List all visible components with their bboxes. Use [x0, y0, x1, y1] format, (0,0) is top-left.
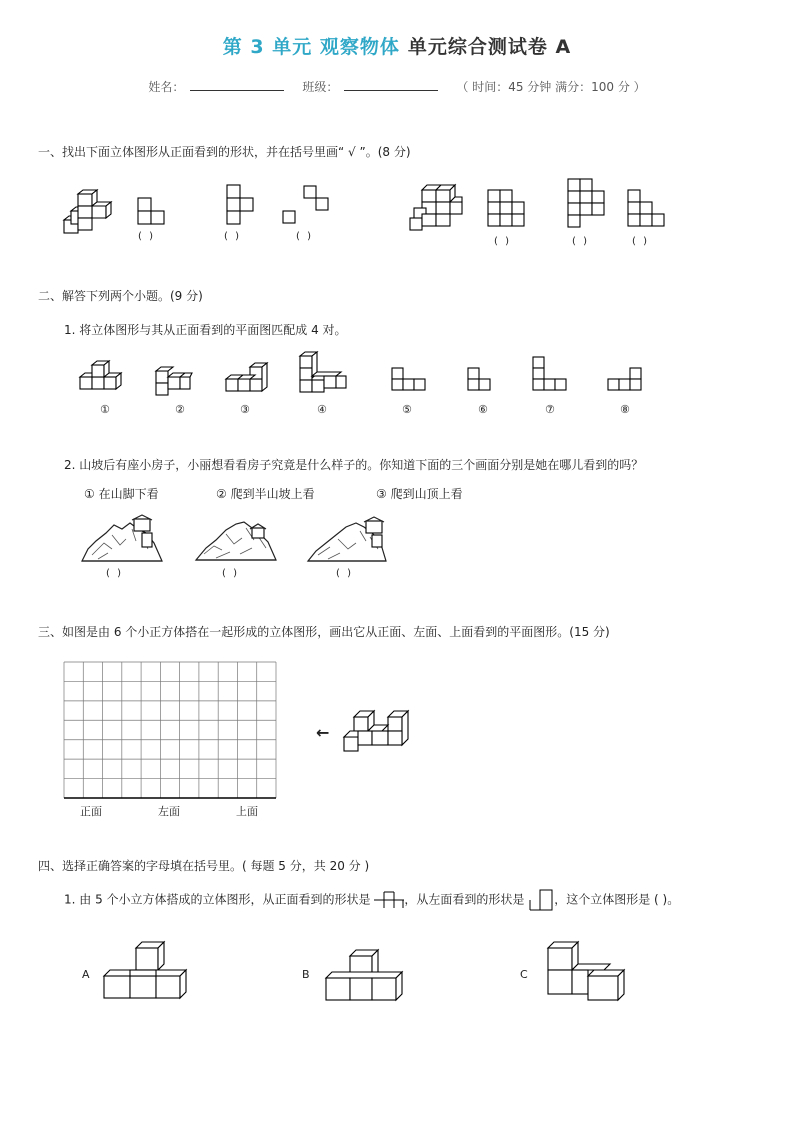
section1-heading: 一、找出下面立体图形从正面看到的形状，并在括号里画“ √ ”。(8 分): [38, 145, 411, 159]
s1-blank-2[interactable]: ( ): [224, 231, 241, 242]
s4-front-view-icon: [374, 892, 404, 908]
name-field[interactable]: [190, 80, 284, 91]
class-field[interactable]: [344, 80, 438, 91]
s1-view-b3: [628, 190, 668, 230]
s2-solid-4: [300, 352, 350, 398]
s4-option-b-solid[interactable]: [326, 950, 408, 1004]
s1-blank-5[interactable]: ( ): [572, 236, 589, 247]
s2-label-4: ④: [317, 403, 327, 416]
s1-view-b1: [488, 190, 528, 230]
s2-option-1: ① 在山脚下看: [84, 487, 159, 501]
s2-label-7: ⑦: [545, 403, 555, 416]
s1-blank-6[interactable]: ( ): [632, 236, 649, 247]
s1-view-a3: [283, 186, 333, 226]
title-test: 单元综合测试卷 A: [407, 36, 572, 58]
s4-q1-text-c: ，这个立体图形是 ( )。: [554, 892, 680, 907]
s2-q2-blank-3[interactable]: ( ): [336, 568, 353, 579]
s2-view-8: [608, 368, 648, 396]
s2-option-2: ② 爬到半山坡上看: [216, 487, 315, 501]
s3-label-left: 左面: [158, 805, 180, 818]
s4-option-a-label[interactable]: A: [82, 968, 90, 981]
s2-view-5: [392, 368, 432, 396]
s2-mountain-1: [82, 515, 166, 565]
s2-view-7: [533, 357, 573, 397]
s4-left-view-icon: [528, 890, 554, 910]
s1-view-a2: [227, 185, 257, 227]
section2-heading: 二、解答下列两个小题。(9 分): [38, 289, 203, 303]
s2-solid-1: [80, 357, 130, 397]
class-label: 班级：: [302, 80, 339, 94]
s1-solid-b: [410, 184, 466, 240]
s2-label-3: ③: [240, 403, 250, 416]
s1-solid-a: [64, 190, 114, 240]
s3-drawing-grid[interactable]: [64, 662, 280, 802]
s2-mountain-3: [308, 517, 388, 565]
section2-q1: 1. 将立体图形与其从正面看到的平面图匹配成 4 对。: [64, 323, 347, 337]
arrow-left-icon: ←: [316, 723, 330, 742]
s4-option-c-solid[interactable]: [548, 942, 632, 1004]
s2-q2-blank-1[interactable]: ( ): [106, 568, 123, 579]
s1-blank-1[interactable]: ( ): [138, 231, 155, 242]
s1-blank-3[interactable]: ( ): [296, 231, 313, 242]
section4-q1: [64, 890, 679, 910]
s1-view-a1: [138, 198, 168, 226]
s4-option-a-solid[interactable]: [104, 942, 188, 1000]
student-info-row: [0, 78, 794, 95]
title-unit: 第 3 单元 观察物体: [222, 36, 400, 58]
s2-label-5: ⑤: [402, 403, 412, 416]
s2-label-2: ②: [175, 403, 185, 416]
time-info: （ 时间：45 分钟 满分：100 分 ）: [456, 80, 646, 94]
s3-label-top: 上面: [236, 805, 258, 818]
s3-solid: [344, 703, 420, 755]
s2-label-6: ⑥: [478, 403, 488, 416]
s2-label-8: ⑧: [620, 403, 630, 416]
section4-heading: 四、选择正确答案的字母填在括号里。( 每题 5 分，共 20 分 ): [38, 859, 370, 873]
s4-q1-text-b: ，从左面看到的形状是: [404, 892, 525, 907]
section3-heading: 三、如图是由 6 个小正方体搭在一起形成的立体图形，画出它从正面、左面、上面看到的平面图形。(15 分): [38, 625, 610, 639]
s4-option-c-label[interactable]: C: [520, 968, 528, 981]
s2-option-3: ③ 爬到山顶上看: [376, 487, 463, 501]
s1-view-b2: [568, 179, 608, 231]
s4-q1-text-a: 1. 由 5 个小立方体搭成的立体图形，从正面看到的形状是: [64, 892, 371, 907]
s2-solid-3: [226, 361, 272, 397]
s1-blank-4[interactable]: ( ): [494, 236, 511, 247]
s2-mountain-2: [196, 518, 280, 564]
section2-q2: 2. 山坡后有座小房子，小丽想看看房子究竟是什么样子的。你知道下面的三个画面分别是她在哪儿看到的吗？: [64, 458, 644, 472]
s2-solid-2: [156, 363, 202, 397]
s3-label-front: 正面: [80, 805, 102, 818]
s2-view-6: [468, 368, 498, 396]
s2-q2-blank-2[interactable]: ( ): [222, 568, 239, 579]
name-label: 姓名：: [148, 80, 185, 94]
page-title: [0, 32, 794, 59]
s4-option-b-label[interactable]: B: [302, 968, 310, 981]
s2-label-1: ①: [100, 403, 110, 416]
